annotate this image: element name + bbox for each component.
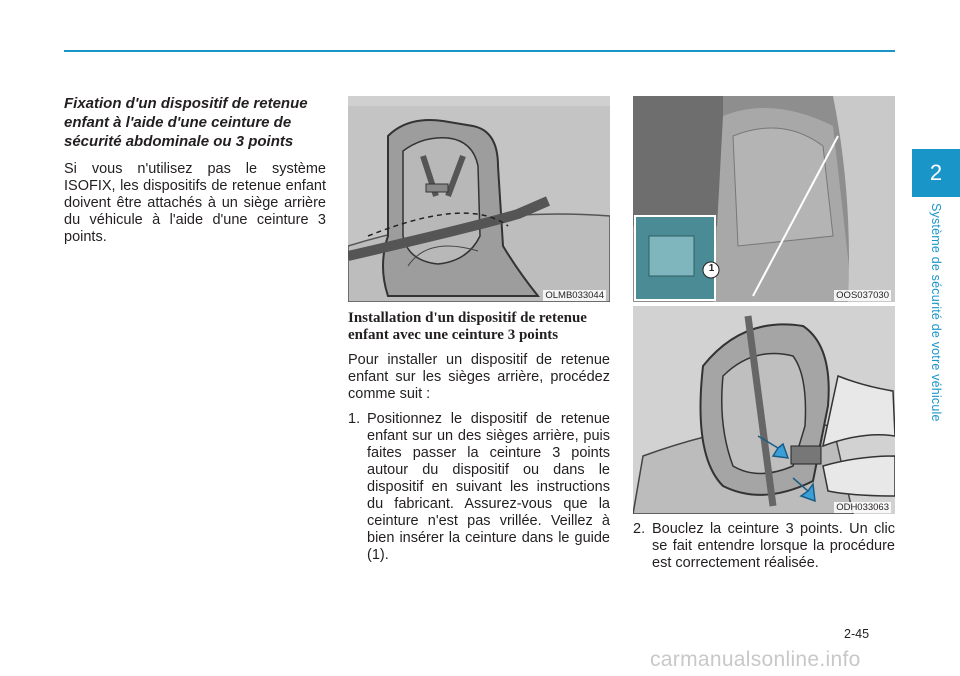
figure-code: OLMB033044 xyxy=(545,290,604,301)
step-text: Bouclez la ceinture 3 points. Un clic se fait entendre lorsque la procédure est correctement réalisée. xyxy=(652,521,895,571)
installation-heading: Installation d'un dispositif de retenue enfant avec une ceinture 3 points xyxy=(348,310,587,343)
figure-child-seat-on-rear-seat xyxy=(348,96,610,302)
child-seat-illustration xyxy=(348,96,610,302)
chapter-title: Système de sécurité de votre véhicule xyxy=(929,203,943,422)
figure-buckle-belt xyxy=(633,306,895,514)
car-interior-illustration xyxy=(633,96,895,302)
figure-belt-guide-photo xyxy=(633,96,895,302)
buckle-illustration xyxy=(633,306,895,514)
installation-intro: Pour installer un dispositif de retenue enfant sur les sièges arrière, procédez comme suit : xyxy=(348,352,610,402)
step-number: 1. xyxy=(348,411,361,427)
step-text: Positionnez le dispositif de retenue enfant sur un des sièges arrière, puis faites passer la ceinture 3 points autour du dispositif ou dans le dispositif en suivant les instructions du fabricant. Assurez-vous que la ceinture n'est pas vrillée. Veillez à bien insérer la ceinture dans le guide (1). xyxy=(367,411,610,563)
page-number: 2-45 xyxy=(844,627,870,641)
chapter-tab: 2 xyxy=(912,149,960,197)
guide-callout-number: 1 xyxy=(708,263,715,274)
left-column xyxy=(64,94,326,246)
step-number: 2. xyxy=(633,521,646,537)
intro-paragraph: Si vous n'utilisez pas le système ISOFIX, les dispositifs de retenue enfant doivent être attachés à un siège arrière du véhicule à l'aide d'une ceinture 3 points. xyxy=(64,161,326,245)
middle-column xyxy=(348,310,610,564)
right-column xyxy=(633,521,895,572)
watermark: carmanualsonline.info xyxy=(650,648,861,671)
step-2 xyxy=(633,521,895,572)
step-1 xyxy=(348,411,610,564)
figure-code: ODH033063 xyxy=(836,502,889,513)
header-rule xyxy=(64,50,895,52)
figure-code: OOS037030 xyxy=(836,290,889,301)
section-subheading: Fixation d'un dispositif de retenue enfant à l'aide d'une ceinture de sécurité abdominale ou 3 points xyxy=(64,95,308,150)
